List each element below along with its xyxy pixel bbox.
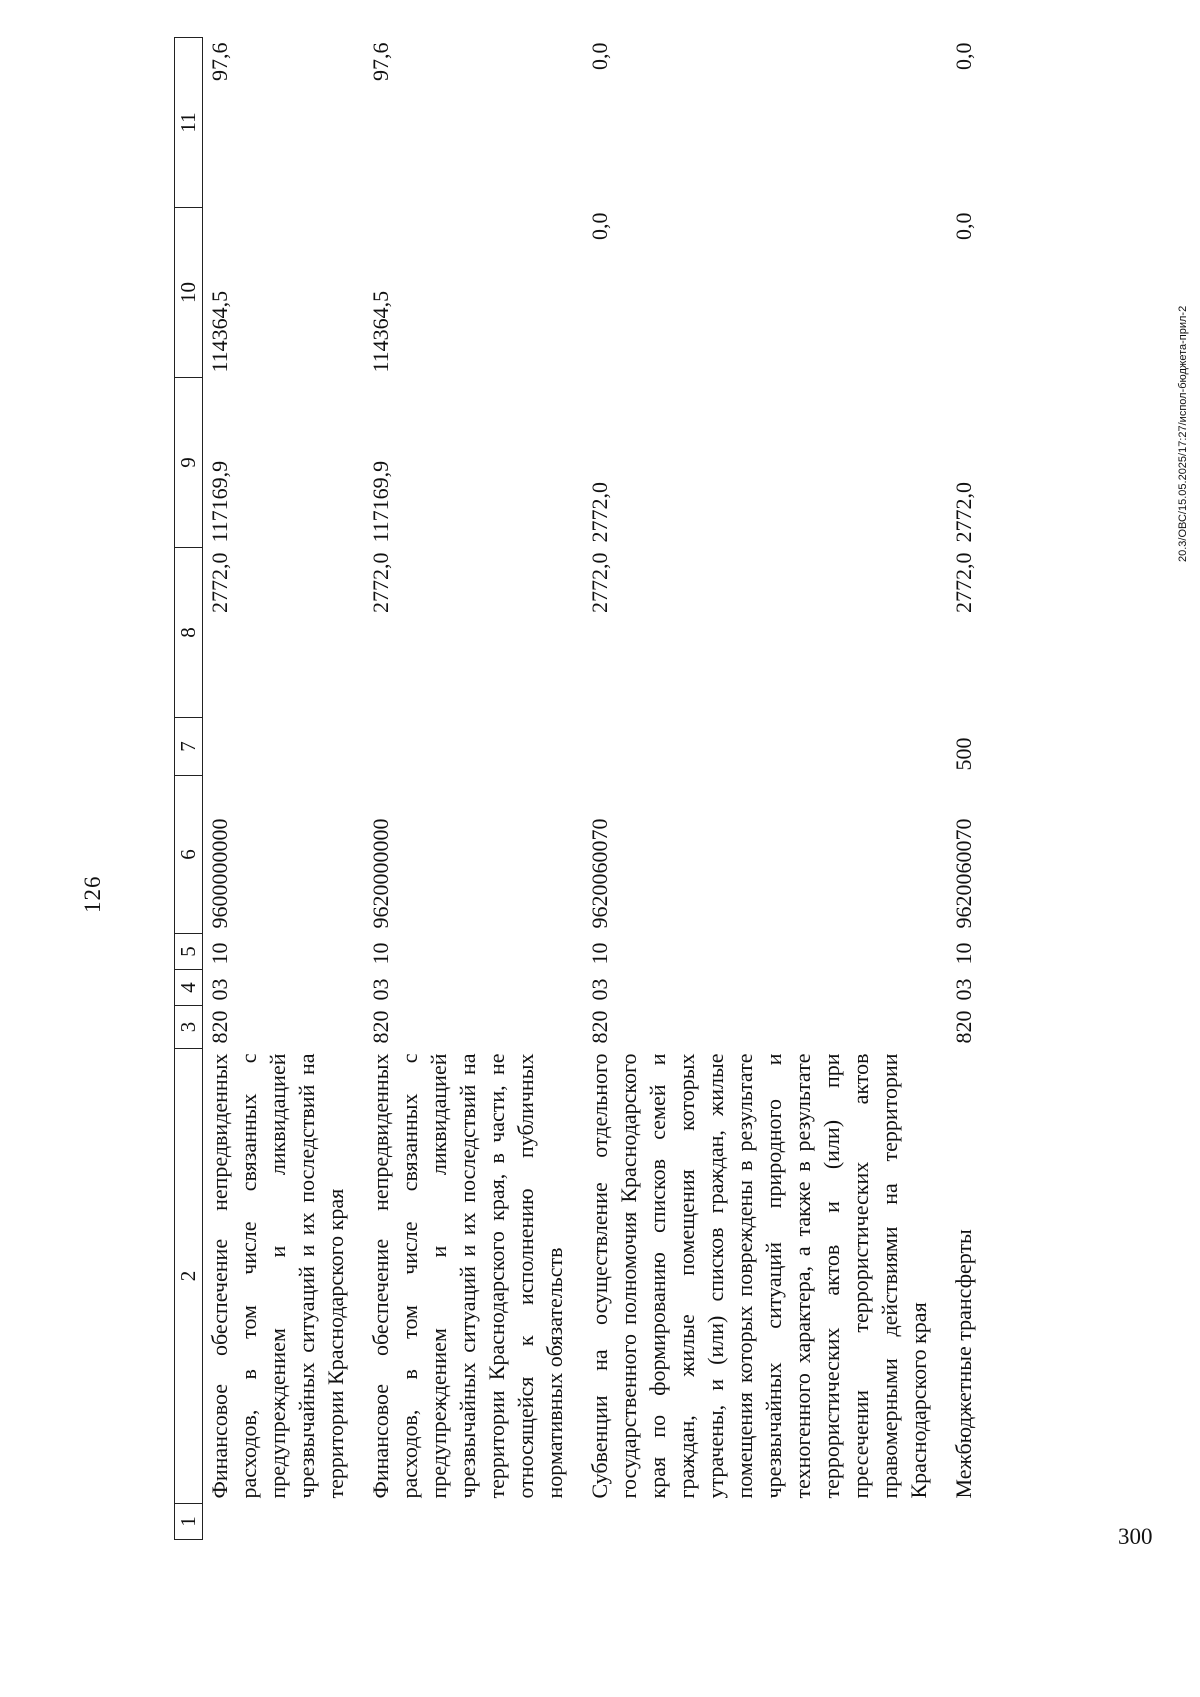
cell-code-7 xyxy=(364,718,569,776)
row-name: Межбюджетные трансферты xyxy=(951,1229,976,1499)
document-footnote: 20.3/ОВС/15.05.2025/17:27/испол-бюджета-прил-2 xyxy=(1177,305,1189,562)
cell-value-11: 97,6 xyxy=(207,42,232,81)
cell-value-9: 117169,9 xyxy=(207,460,232,543)
sheet-number: 300 xyxy=(1118,1524,1153,1549)
cell-code-4: 03 xyxy=(207,978,232,1001)
cell-value-8: 2772,0 xyxy=(368,552,393,613)
cell-value-9: 2772,0 xyxy=(951,482,976,543)
page-number: 126 xyxy=(80,875,105,913)
cell-code-5: 10 xyxy=(207,942,232,965)
cell-code-3: 820 xyxy=(207,1010,232,1044)
cell-value-10: 114364,5 xyxy=(368,290,393,373)
header-cell: 3 xyxy=(175,1006,203,1049)
cell-code-6: 9620060070 xyxy=(587,818,612,929)
header-cell: 5 xyxy=(175,934,203,970)
cell-value-9: 2772,0 xyxy=(587,482,612,543)
cell-value-10: 0,0 xyxy=(951,212,976,240)
cell-code-7: 500 xyxy=(951,737,976,771)
cell-value-8: 2772,0 xyxy=(587,552,612,613)
cell-value-11: 0,0 xyxy=(587,42,612,70)
cell-code-5: 10 xyxy=(587,942,612,965)
header-cell: 10 xyxy=(175,208,203,378)
cell-code-7 xyxy=(203,718,351,776)
table-row xyxy=(583,38,933,1540)
header-cell: 2 xyxy=(175,1049,203,1504)
cell-value-10: 0,0 xyxy=(587,212,612,240)
cell-code-6: 9600000000 xyxy=(207,818,232,929)
row-name: Субвенции на осуществление отдельного государственного полномочия Краснодарского края по формированию списков семей и граждан, жилые помещения которых утрачены, и (или) списков граждан, жилые помещения которых повреждены в результате чрезвычайных ситуаций природного и техногенного характера, а также в результате террористических актов и (или) при пресечении террористических актов правомерными действиями на территории Краснодарского края xyxy=(587,1053,931,1499)
cell-code-3: 820 xyxy=(951,1010,976,1044)
budget-table xyxy=(174,37,978,1540)
cell-value-11: 97,6 xyxy=(368,42,393,81)
cell-code-4: 03 xyxy=(951,978,976,1001)
header-cell: 8 xyxy=(175,548,203,718)
header-cell: 9 xyxy=(175,378,203,548)
header-cell: 4 xyxy=(175,970,203,1006)
header-cell: 7 xyxy=(175,718,203,776)
cell-code-4: 03 xyxy=(587,978,612,1001)
cell-code-6: 9620000000 xyxy=(368,818,393,929)
cell-value-10: 114364,5 xyxy=(207,290,232,373)
cell-code-3: 820 xyxy=(368,1010,393,1044)
cell-code-3: 820 xyxy=(587,1010,612,1044)
cell-code-6: 9620060070 xyxy=(951,818,976,929)
row-name: Финансовое обеспечение непредвиденных расходов, в том числе связанных с предупреждением и ликвидацией чрезвычайных ситуаций и их последствий на территории Краснодарского края, в части, не относящейся к исполнению публичных нормативных обязательств xyxy=(368,1053,567,1499)
cell-code-5: 10 xyxy=(368,942,393,965)
cell-value-11: 0,0 xyxy=(951,42,976,70)
header-cell: 6 xyxy=(175,776,203,934)
header-cell: 1 xyxy=(175,1504,203,1540)
cell-code-4: 03 xyxy=(368,978,393,1001)
header-cell: 11 xyxy=(175,38,203,208)
table-row xyxy=(947,38,978,1540)
cell-value-8: 2772,0 xyxy=(951,552,976,613)
cell-code-5: 10 xyxy=(951,942,976,965)
table-row xyxy=(364,38,569,1540)
cell-value-9: 117169,9 xyxy=(368,460,393,543)
cell-code-7 xyxy=(583,718,933,776)
table-header-row xyxy=(175,38,203,1540)
cell-value-8: 2772,0 xyxy=(207,552,232,613)
row-name: Финансовое обеспечение непредвиденных расходов, в том числе связанных с предупреждением и ликвидацией чрезвычайных ситуаций и их последствий на территории Краснодарского края xyxy=(207,1053,348,1499)
table-row xyxy=(203,38,351,1540)
